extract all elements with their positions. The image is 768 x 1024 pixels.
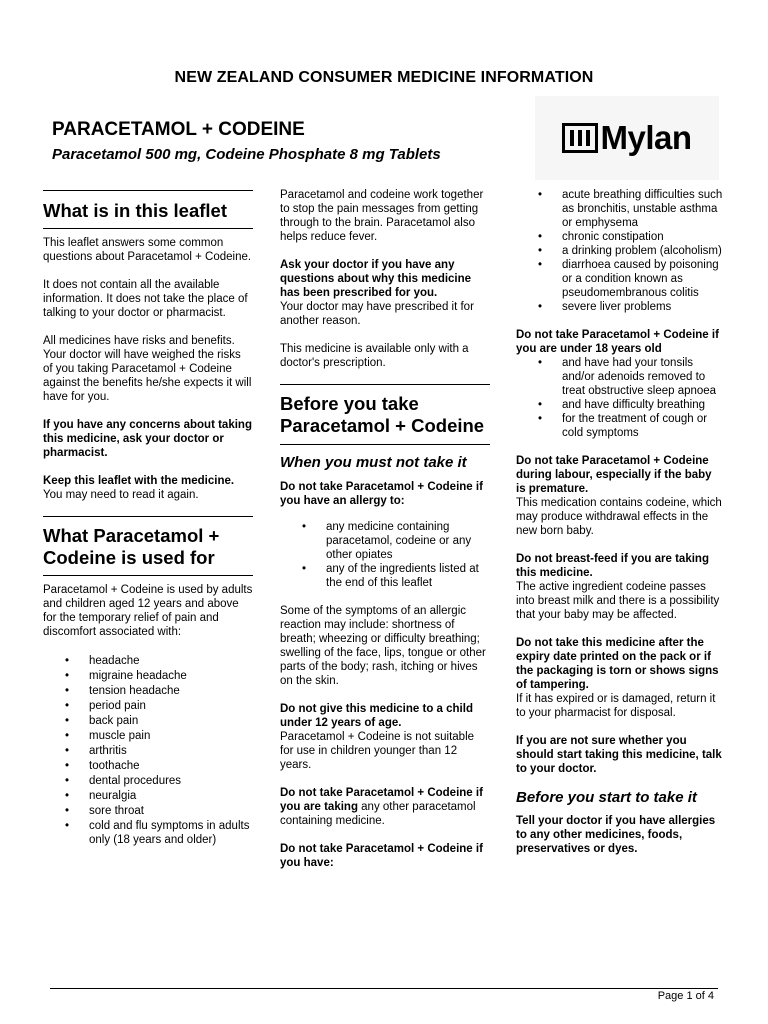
list-item: • muscle pain <box>43 729 253 743</box>
paragraph-bold: Tell your doctor if you have allergies to any other medicines, foods, preservatives or dyes. <box>516 815 716 855</box>
paragraph: It does not contain all the available information. It does not take the place of talking to your doctor or pharmacist. <box>43 279 248 319</box>
paragraph-bold: Do not take Paracetamol + Codeine during labour, especially if the baby is premature. <box>516 455 712 495</box>
text: You may need to read it again. <box>43 489 199 501</box>
paragraph-bold: Do not breast-feed if you are taking this medicine. <box>516 553 709 579</box>
list-item: • arthritis <box>43 744 253 758</box>
under-18-list <box>516 356 724 440</box>
list-item: • toothache <box>43 759 253 773</box>
list-item: • sore throat <box>43 804 253 818</box>
section-heading-before-you-take: Before you take Paracetamol + Codeine <box>280 393 485 436</box>
section-divider <box>43 190 253 191</box>
list-item: • and have had your tonsils and/or adenoids removed to treat obstructive sleep apnoea <box>516 356 724 398</box>
uses-list <box>43 654 253 847</box>
product-title: PARACETAMOL + CODEINE <box>52 119 305 140</box>
column-right <box>516 188 724 856</box>
list-item: • dental procedures <box>43 774 253 788</box>
paragraph <box>280 786 490 828</box>
list-item: • neuralgia <box>43 789 253 803</box>
paragraph-bold: Do not take this medicine after the expiry date printed on the pack or if the packaging is torn or shows signs of tampering. <box>516 637 719 691</box>
list-item: • headache <box>43 654 253 668</box>
mylan-mark-icon <box>562 123 598 153</box>
product-subtitle: Paracetamol 500 mg, Codeine Phosphate 8 mg Tablets <box>52 146 441 163</box>
column-left <box>43 190 253 847</box>
subheading-before-you-start: Before you start to take it <box>516 789 697 806</box>
paragraph <box>43 474 253 502</box>
paragraph-bold: If you have any concerns about taking this medicine, ask your doctor or pharmacist. <box>43 419 252 459</box>
section-heading-leaflet: What is in this leaflet <box>43 200 227 221</box>
list-item: • and have difficulty breathing <box>516 398 724 412</box>
paragraph: Paracetamol + Codeine is not suitable for use in children younger than 12 years. <box>280 731 475 771</box>
paragraph: The active ingredient codeine passes into breast milk and there is a possibility that your baby may be affected. <box>516 581 720 621</box>
subheading-must-not-take: When you must not take it <box>280 454 467 471</box>
list-item: • any of the ingredients listed at the end of this leaflet <box>280 562 490 590</box>
paragraph-bold: Do not take Paracetamol + Codeine if you have: <box>280 843 483 869</box>
paragraph: This leaflet answers some common questions about Paracetamol + Codeine. <box>43 237 252 263</box>
list-item: • severe liver problems <box>516 300 724 314</box>
list-item: • diarrhoea caused by poisoning or a condition known as pseudomembranous colitis <box>516 258 724 300</box>
paragraph-bold: Do not take Paracetamol + Codeine if you have an allergy to: <box>280 481 483 507</box>
list-item: • a drinking problem (alcoholism) <box>516 244 724 258</box>
section-heading-used-for: What Paracetamol + Codeine is used for <box>43 525 220 568</box>
list-item: • period pain <box>43 699 253 713</box>
logo-text: Mylan <box>600 119 692 156</box>
paragraph: Some of the symptoms of an allergic reaction may include: shortness of breath; wheezing or difficulty breathing; swelling of the face, lips, tongue or other parts of the body; rash, itching or hives on the skin. <box>280 605 486 687</box>
paragraph-bold: Do not take Paracetamol + Codeine if you are under 18 years old <box>516 329 719 355</box>
section-divider <box>43 228 253 229</box>
footer-divider <box>50 988 718 989</box>
list-item: • any medicine containing paracetamol, codeine or any other opiates <box>280 520 490 562</box>
paragraph: This medicine is available only with a doctor's prescription. <box>280 343 469 369</box>
mylan-logo <box>535 96 719 180</box>
bold-text: Do not take Paracetamol + Codeine if you are taking <box>280 787 483 813</box>
paragraph-bold: If you are not sure whether you should start taking this medicine, talk to your doctor. <box>516 735 722 775</box>
paragraph: Paracetamol and codeine work together to stop the pain messages from getting through to the brain. Paracetamol also helps reduce fever. <box>280 189 484 243</box>
list-item: • tension headache <box>43 684 253 698</box>
allergy-list <box>280 520 490 590</box>
paragraph: Your doctor may have prescribed it for another reason. <box>280 301 474 327</box>
list-item: • back pain <box>43 714 253 728</box>
page-number: Page 1 of 4 <box>657 990 714 1002</box>
paragraph: Paracetamol + Codeine is used by adults and children aged 12 years and above for the temporary relief of pain and discomfort associated with: <box>43 584 253 638</box>
paragraph-bold: Do not give this medicine to a child under 12 years of age. <box>280 703 473 729</box>
list-item: • for the treatment of cough or cold symptoms <box>516 412 724 440</box>
column-middle <box>280 188 490 870</box>
section-divider <box>43 516 253 517</box>
section-divider <box>280 444 490 445</box>
paragraph-bold: Ask your doctor if you have any questions about why this medicine has been prescribed for you. <box>280 259 472 299</box>
text: any other paracetamol containing medicine. <box>280 801 476 827</box>
list-item: • chronic constipation <box>516 230 724 244</box>
list-item: • cold and flu symptoms in adults only (18 years and older) <box>43 819 253 847</box>
paragraph: This medication contains codeine, which may produce withdrawal effects in the new born baby. <box>516 497 722 537</box>
conditions-list <box>516 188 724 314</box>
section-divider <box>280 384 490 385</box>
paragraph: If it has expired or is damaged, return it to your pharmacist for disposal. <box>516 693 716 719</box>
document-header: NEW ZEALAND CONSUMER MEDICINE INFORMATION <box>174 69 594 86</box>
section-divider <box>43 575 253 576</box>
list-item: • acute breathing difficulties such as bronchitis, unstable asthma or emphysema <box>516 188 724 230</box>
paragraph: All medicines have risks and benefits. Your doctor will have weighed the risks of you taking Paracetamol + Codeine against the benefits he/she expects it will have for you. <box>43 335 252 403</box>
bold-text: Keep this leaflet with the medicine. <box>43 475 235 487</box>
list-item: • migraine headache <box>43 669 253 683</box>
